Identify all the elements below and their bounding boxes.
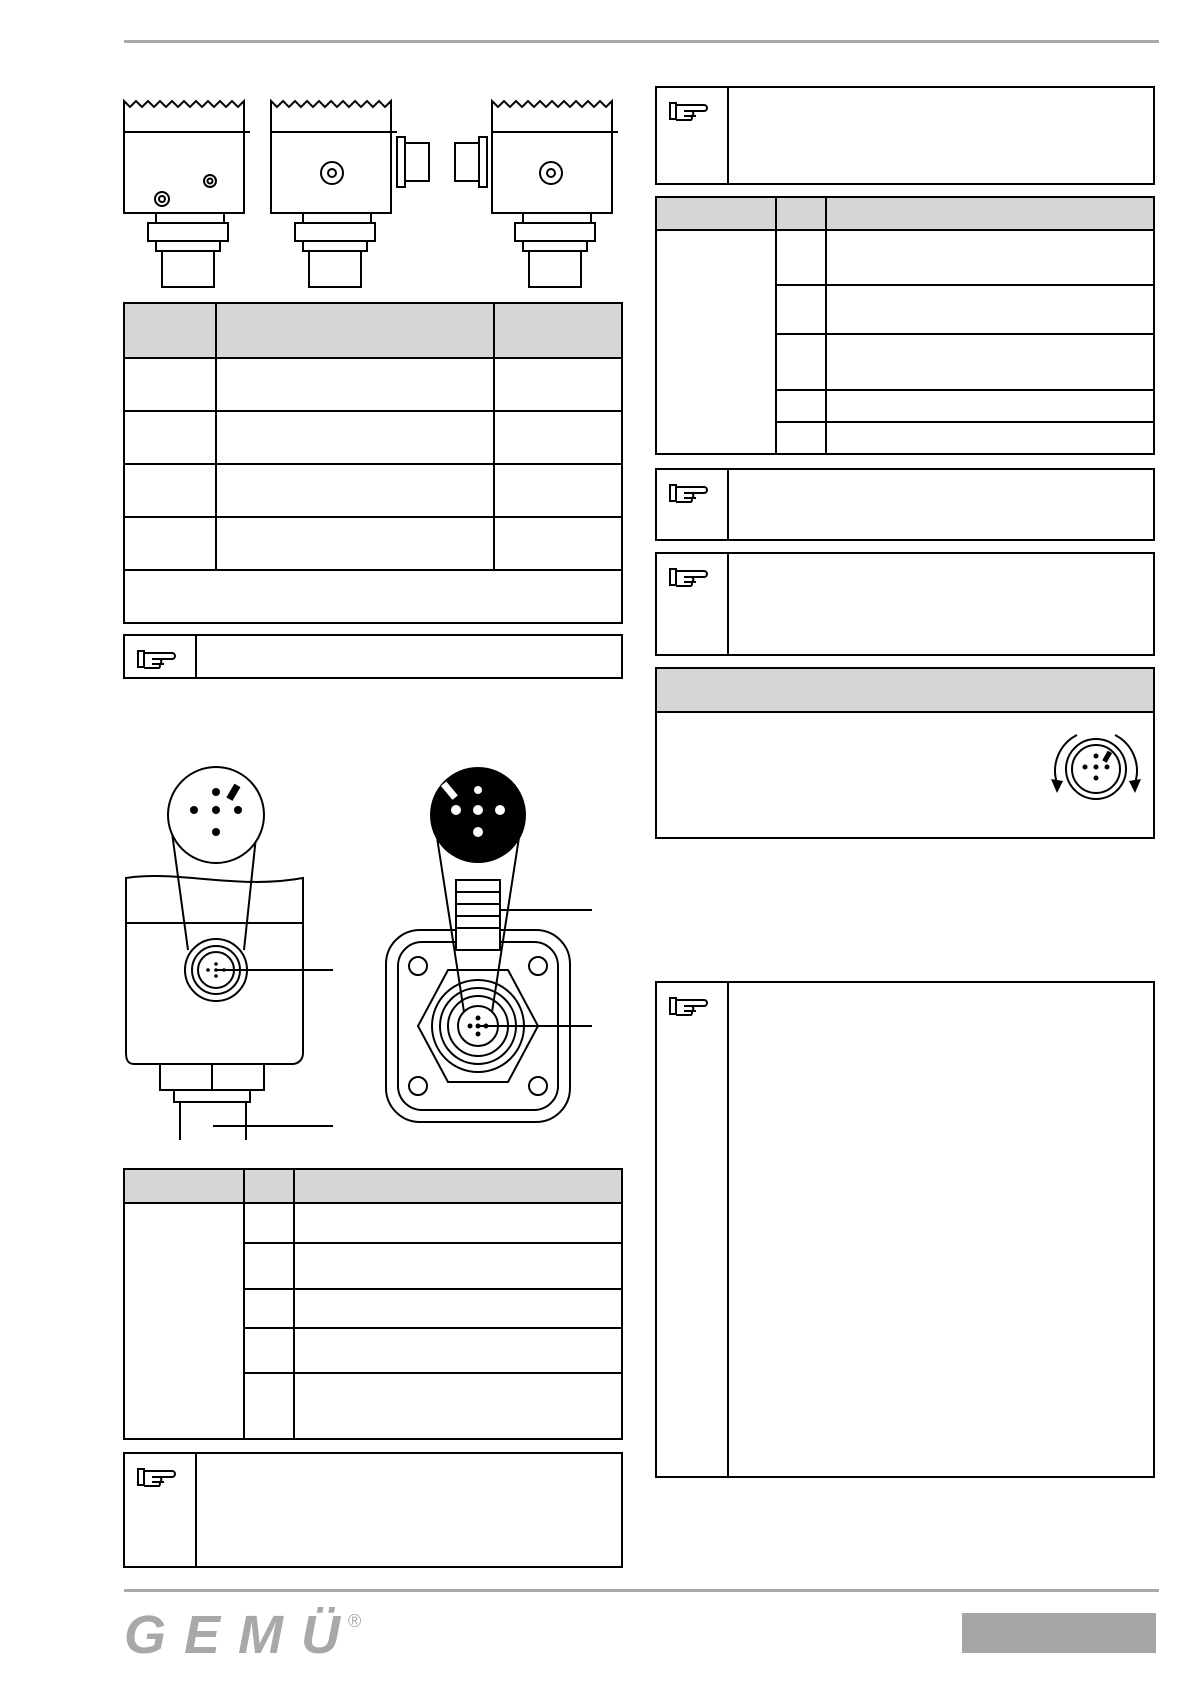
note-icon-cell [657, 554, 729, 654]
table-row [656, 230, 1154, 285]
rotation-info-header [657, 669, 1153, 713]
note-box [655, 86, 1155, 185]
pin-assignment-table-right [655, 196, 1155, 455]
pointing-hand-icon [135, 1464, 181, 1490]
note-box [655, 981, 1155, 1478]
brand-logo-image [124, 1605, 364, 1665]
pointing-hand-icon [667, 480, 713, 506]
svg-text:®: ® [348, 1611, 362, 1631]
note-box [123, 634, 623, 679]
connector-pinout-figure [118, 760, 598, 1140]
table-row [124, 358, 622, 411]
table-header-row [656, 197, 1154, 230]
pointing-hand-icon [667, 98, 713, 124]
pointing-hand-icon [667, 993, 713, 1019]
footer-rule [124, 1589, 1159, 1592]
variant-table [123, 302, 623, 624]
note-box [123, 1452, 623, 1568]
table-row [124, 517, 622, 570]
table-header-row [124, 303, 622, 358]
pointing-hand-icon [135, 646, 181, 672]
note-icon-cell [657, 983, 729, 1476]
gemu-logo [124, 1605, 364, 1665]
pin-assignment-table-left [123, 1168, 623, 1440]
note-icon-cell [657, 88, 729, 183]
rotatable-connector-icon [1041, 729, 1151, 809]
note-box [655, 468, 1155, 541]
table-row [124, 411, 622, 464]
rotation-info-box [655, 667, 1155, 839]
page-number-tab [962, 1613, 1156, 1653]
svg-text:GEMÜ: GEMÜ [124, 1605, 344, 1665]
table-row [124, 1203, 622, 1243]
table-footnote-row [124, 570, 622, 623]
note-icon-cell [125, 636, 197, 677]
note-box [655, 552, 1155, 656]
pointing-hand-icon [667, 564, 713, 590]
housing-variants-figure [118, 95, 638, 295]
table-row [124, 464, 622, 517]
note-icon-cell [657, 470, 729, 539]
note-icon-cell [125, 1454, 197, 1566]
header-rule [124, 40, 1159, 43]
table-header-row [124, 1169, 622, 1203]
